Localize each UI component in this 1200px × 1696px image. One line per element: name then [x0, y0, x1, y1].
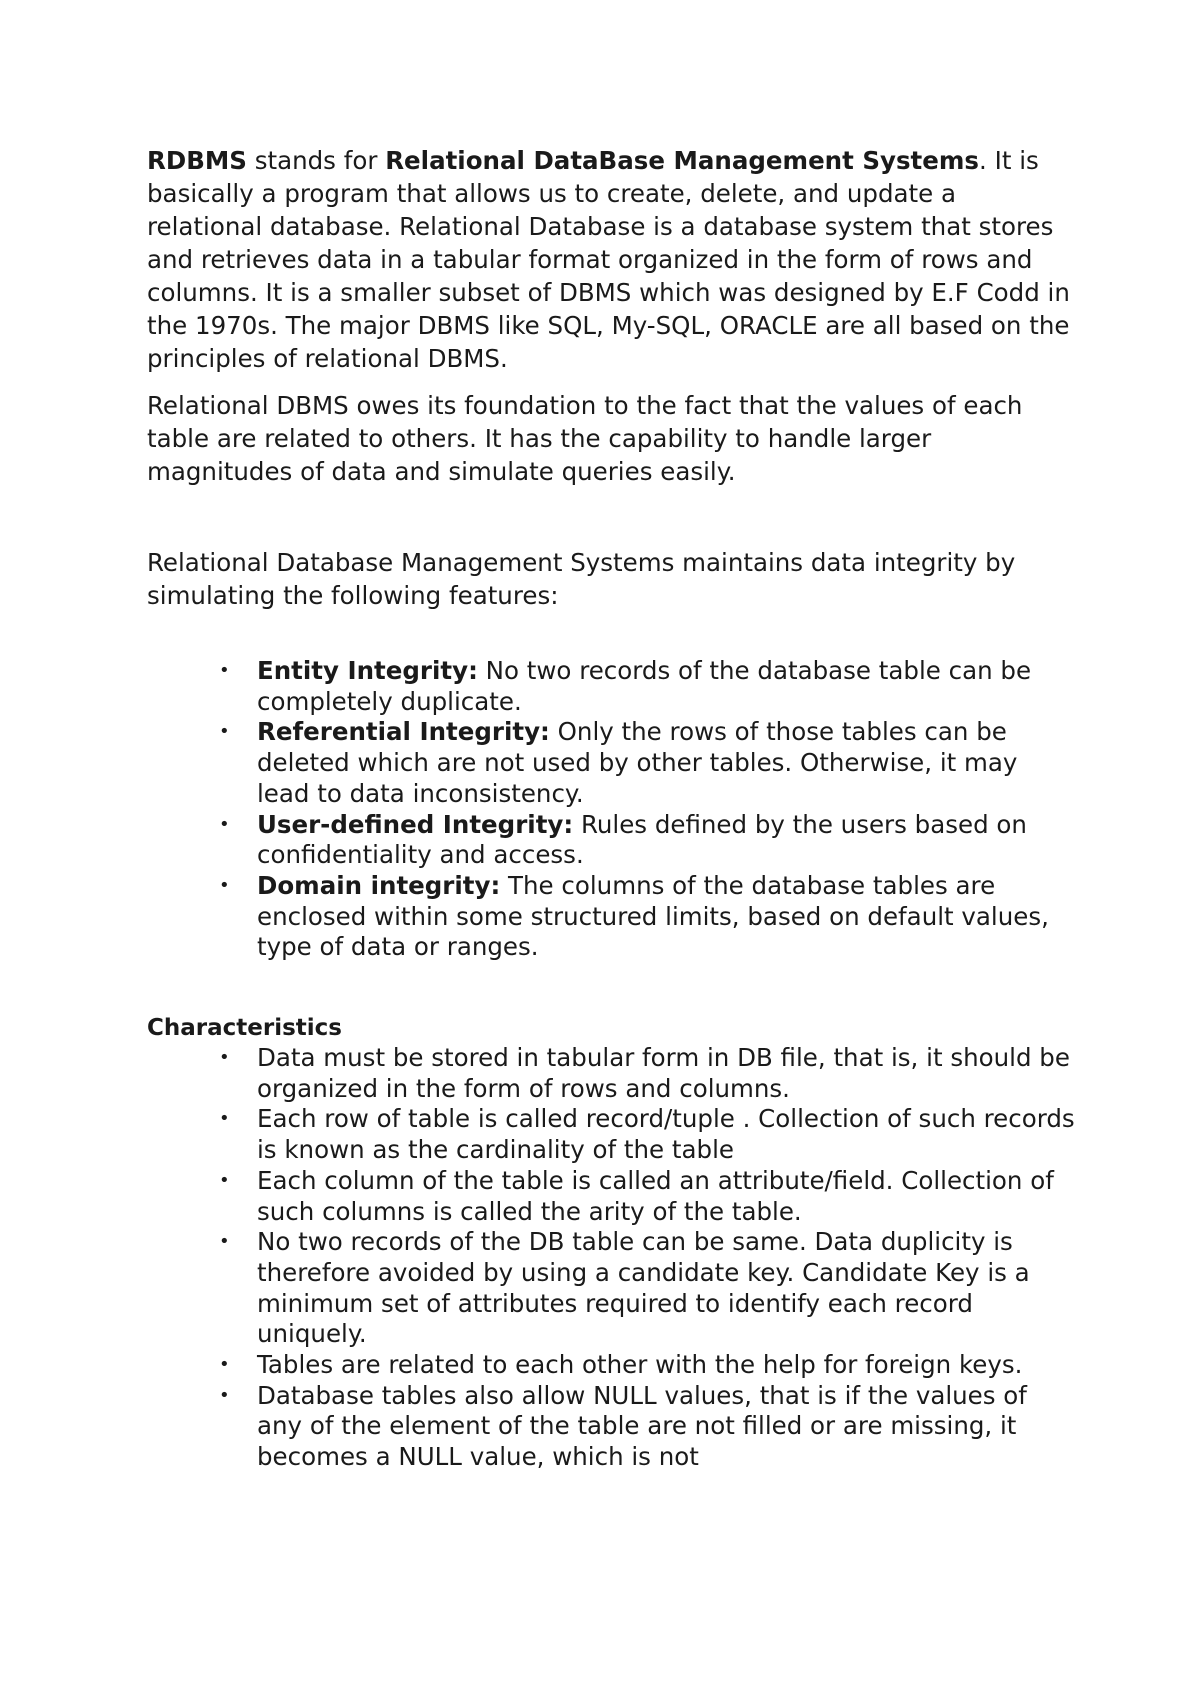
bullet-icon: • [219, 1047, 230, 1069]
bullet-icon: • [219, 813, 230, 835]
feature-term: Entity Integrity: [257, 656, 478, 685]
feature-term: Referential Integrity: [257, 717, 550, 747]
integrity-features-list [147, 656, 1077, 963]
bullet-icon: • [219, 721, 230, 743]
feature-text: No two records of the database table can be completely duplicate. [257, 656, 1032, 716]
list-item [219, 1380, 1077, 1473]
feature-text: Rules defined by the users based on confidentiality and access. [257, 809, 1027, 870]
bullet-icon: • [219, 1384, 230, 1406]
bullet-icon: • [219, 1169, 230, 1191]
bullet-icon: • [219, 1108, 230, 1130]
characteristic-text: Data must be stored in tabular form in DB file, that is, it should be organized in the form of rows and columns. [257, 1043, 1070, 1103]
characteristics-list [147, 1043, 1077, 1473]
list-item [219, 1227, 1077, 1350]
list-item [219, 656, 1077, 717]
feature-text: Only the rows of those tables can be deleted which are not used by other tables. Otherwise, it may lead to data inconsistency. [257, 717, 1018, 808]
bullet-icon: • [219, 1231, 230, 1253]
integrity-intro-paragraph: Relational Database Management Systems maintains data integrity by simulating the following features: [147, 548, 1016, 610]
bullet-icon: • [219, 874, 230, 896]
intro-stands-for: stands for [246, 146, 386, 175]
feature-term: Domain integrity: [257, 870, 501, 900]
list-item [219, 870, 1077, 963]
rdbms-expansion: Relational DataBase Management Systems [385, 146, 980, 175]
document-body [147, 144, 1077, 1473]
characteristic-text: No two records of the DB table can be same. Data duplicity is therefore avoided by using a candidate key. Candidate Key is a minimum set of attributes required to identify each record uniquely. [257, 1227, 1030, 1349]
characteristic-text: Tables are related to each other with the help for foreign keys. [257, 1350, 1023, 1380]
characteristic-text: Database tables also allow NULL values, that is if the values of any of the element of the table are not filled or are missing, it becomes a NULL value, which is not [257, 1380, 1027, 1472]
characteristic-text: Each column of the table is called an attribute/field. Collection of such columns is called the arity of the table. [257, 1165, 1054, 1226]
list-item [219, 1350, 1077, 1381]
characteristics-heading: Characteristics [147, 1015, 342, 1042]
intro-text: . It is basically a program that allows us to create, delete, and update a relational database. Relational Database is a database system that stores and retrieves data in a tabular format organized in the form of rows and columns. It is a smaller subset of DBMS which was designed by E.F Codd in the 1970s. The major DBMS like SQL, My-SQL, ORACLE are all based on the principles of relational DBMS. [147, 146, 1070, 373]
foundation-paragraph: Relational DBMS owes its foundation to the fact that the values of each table are related to others. It has the capability to handle larger magnitudes of data and simulate queries easily. [147, 391, 1023, 486]
feature-term: User-defined Integrity: [257, 809, 574, 839]
list-item [219, 1104, 1077, 1165]
list-item [219, 1165, 1077, 1227]
bullet-icon: • [219, 1354, 230, 1376]
list-item [219, 717, 1077, 809]
bullet-icon: • [219, 660, 230, 681]
characteristic-text: Each row of table is called record/tuple . Collection of such records is known as the cardinality of the table [257, 1104, 1075, 1165]
list-item [219, 809, 1077, 871]
list-item [219, 1043, 1077, 1104]
rdbms-term: RDBMS [147, 146, 247, 175]
intro-paragraph [147, 144, 1077, 375]
feature-text: The columns of the database tables are enclosed within some structured limits, based on default values, type of data or ranges. [257, 870, 1049, 962]
